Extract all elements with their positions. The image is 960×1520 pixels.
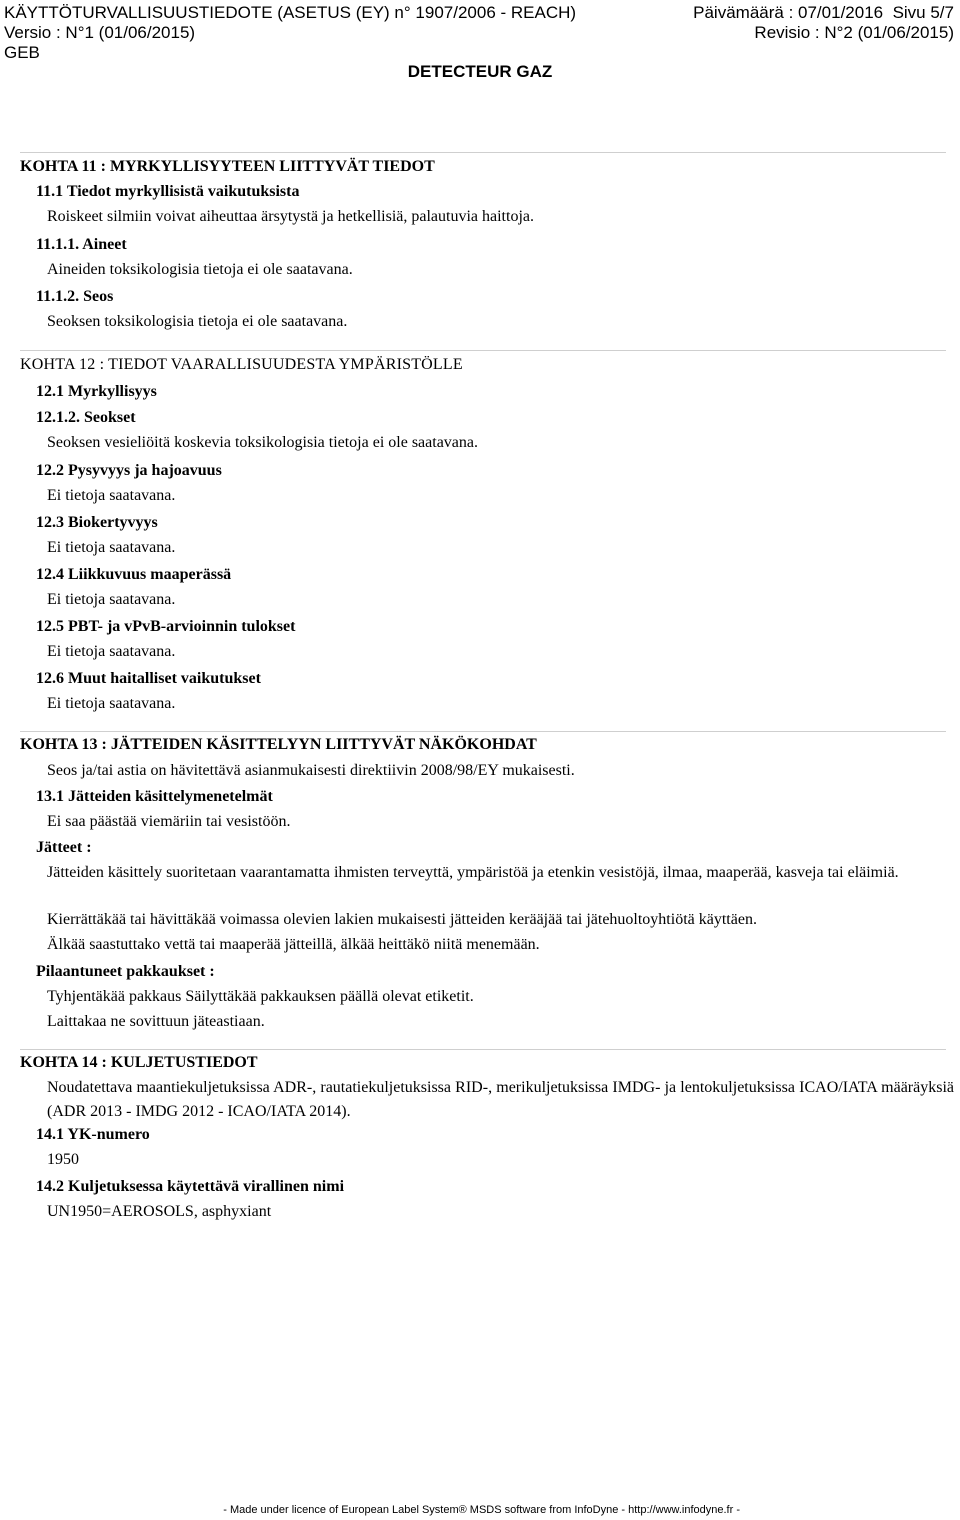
section-text: Älkää saastuttako vettä tai maaperää jätteillä, älkää heittäkö niitä menemään. bbox=[47, 936, 540, 953]
section-text: Tyhjentäkää pakkaus Säilyttäkää pakkauksen päällä olevat etiketit. bbox=[47, 988, 474, 1005]
page-number: Sivu 5/7 bbox=[892, 3, 954, 22]
section-12-title: KOHTA 12 : TIEDOT VAARALLISUUDESTA YMPÄRISTÖLLE bbox=[20, 356, 463, 373]
subsection-heading: 11.1.1. Aineet bbox=[36, 236, 127, 253]
subsection-heading: 12.3 Biokertyvyys bbox=[36, 514, 158, 531]
section-text: Seoksen toksikologisia tietoja ei ole saatavana. bbox=[47, 313, 348, 330]
section-text: Aineiden toksikologisia tietoja ei ole saatavana. bbox=[47, 261, 353, 278]
waste-label: Jätteet : bbox=[36, 839, 92, 856]
subsection-heading: 12.1 Myrkyllisyys bbox=[36, 383, 157, 400]
subsection-heading: 12.2 Pysyvyys ja hajoavuus bbox=[36, 462, 222, 479]
subsection-heading: 12.5 PBT- ja vPvB-arvioinnin tulokset bbox=[36, 618, 296, 635]
version: Versio : N°1 (01/06/2015) bbox=[4, 23, 196, 42]
subsection-heading: 11.1 Tiedot myrkyllisistä vaikutuksista bbox=[36, 183, 300, 200]
subsection-heading: 12.6 Muut haitalliset vaikutukset bbox=[36, 670, 261, 687]
date-and-page bbox=[693, 3, 954, 23]
section-divider bbox=[20, 1049, 946, 1050]
packaging-label: Pilaantuneet pakkaukset : bbox=[36, 963, 215, 980]
footer-licence: - Made under licence of European Label System® MSDS software from InfoDyne - http://www.infodyne.fr - bbox=[223, 1504, 740, 1516]
product-name: DETECTEUR GAZ bbox=[407, 62, 553, 81]
waste-paragraph: Jätteiden käsittely suoritetaan vaarantamatta ihmisten terveyttä, ympäristöä ja etenkin vesistöjä, ilmaa, maaperää, kasveja tai eläimiä. bbox=[47, 864, 899, 881]
subsection-heading: 12.4 Liikkuvuus maaperässä bbox=[36, 566, 232, 583]
subsection-heading: 14.2 Kuljetuksessa käytettävä virallinen nimi bbox=[36, 1178, 345, 1195]
section-text: Ei tietoja saatavana. bbox=[47, 487, 176, 504]
subsection-heading: 14.1 YK-numero bbox=[36, 1126, 150, 1143]
subsection-heading: 12.1.2. Seokset bbox=[36, 409, 136, 426]
subsection-heading: 11.1.2. Seos bbox=[36, 288, 114, 305]
section-text: Seos ja/tai astia on hävitettävä asianmukaisesti direktiivin 2008/98/EY mukaisesti. bbox=[47, 762, 575, 779]
section-13-title: KOHTA 13 : JÄTTEIDEN KÄSITTELYYN LIITTYVÄT NÄKÖKOHDAT bbox=[20, 736, 537, 753]
section-divider bbox=[20, 731, 946, 732]
section-11-title: KOHTA 11 : MYRKYLLISYYTEEN LIITTYVÄT TIEDOT bbox=[20, 158, 435, 175]
section-divider bbox=[20, 350, 946, 351]
section-text: Ei tietoja saatavana. bbox=[47, 591, 176, 608]
section-text: Ei tietoja saatavana. bbox=[47, 643, 176, 660]
section-text: Ei tietoja saatavana. bbox=[47, 695, 176, 712]
section-text: Ei tietoja saatavana. bbox=[47, 539, 176, 556]
section-14-title: KOHTA 14 : KULJETUSTIEDOT bbox=[20, 1054, 258, 1071]
section-text: Seoksen vesieliöitä koskevia toksikologisia tietoja ei ole saatavana. bbox=[47, 434, 478, 451]
section-text: Roiskeet silmiin voivat aiheuttaa ärsytystä ja hetkellisiä, palautuvia haittoja. bbox=[47, 208, 534, 225]
shipping-name: UN1950=AEROSOLS, asphyxiant bbox=[47, 1203, 272, 1220]
section-divider bbox=[20, 152, 946, 153]
section-text: Laittakaa ne sovittuun jäteastiaan. bbox=[47, 1013, 265, 1030]
transport-paragraph: Noudatettava maantiekuljetuksissa ADR-, rautatiekuljetuksissa RID-, merikuljetuksissa IMDG- ja lentokuljetuksissa ICAO/IATA määräyksiä (ADR 2013 - IMDG 2012 - ICAO/IATA 2014). bbox=[47, 1079, 954, 1120]
section-text: Ei saa päästää viemäriin tai vesistöön. bbox=[47, 813, 291, 830]
document-type: KÄYTTÖTURVALLISUUSTIEDOTE (ASETUS (EY) n° 1907/2006 - REACH) bbox=[4, 3, 577, 22]
un-number: 1950 bbox=[47, 1151, 79, 1168]
subsection-heading: 13.1 Jätteiden käsittelymenetelmät bbox=[36, 788, 273, 805]
document-date: Päivämäärä : 07/01/2016 bbox=[693, 3, 884, 22]
section-text: Kierrättäkää tai hävittäkää voimassa olevien lakien mukaisesti jätteiden kerääjää tai jätehuoltoyhtiötä käyttäen. bbox=[47, 911, 757, 928]
language-code: GEB bbox=[4, 43, 40, 62]
revision: Revisio : N°2 (01/06/2015) bbox=[754, 23, 954, 42]
